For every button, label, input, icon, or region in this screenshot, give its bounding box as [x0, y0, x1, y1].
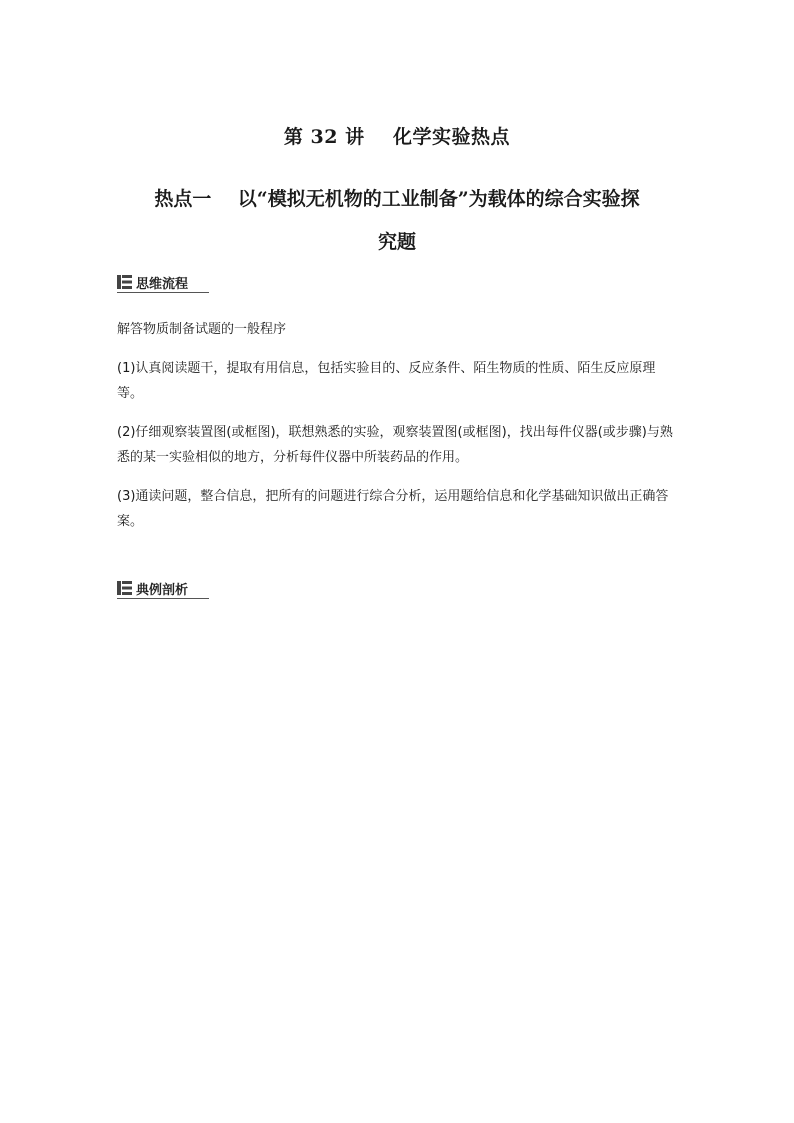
- step-paragraph-3: (3)通读问题，整合信息，把所有的问题进行综合分析，运用题给信息和化学基础知识做出正确答案。: [117, 489, 669, 529]
- step-paragraph-2: (2)仔细观察装置图(或框图)，联想熟悉的实验，观察装置图(或框图)，找出每件仪器(或步骤)与熟悉的某一实验相似的地方，分析每件仪器中所装药品的作用。: [117, 425, 673, 465]
- section-bar-icon: [117, 581, 132, 595]
- section-header-examples: [117, 578, 209, 600]
- section-label-thinking: 思维流程: [136, 277, 189, 292]
- section-bar-icon: [117, 275, 132, 289]
- step-paragraph-1: (1)认真阅读题干，提取有用信息，包括实验目的、反应条件、陌生物质的性质、陌生反应原理等。: [117, 361, 656, 401]
- section-header-thinking: [117, 272, 209, 294]
- section-underline: [117, 598, 209, 599]
- hotspot-title-line-2: 究题: [377, 231, 416, 253]
- section-label-examples: 典例剖析: [136, 583, 189, 598]
- hotspot-title-line-1: 热点一 以“模拟无机物的工业制备”为载体的综合实验探: [154, 188, 640, 210]
- section-underline: [117, 292, 209, 293]
- content-body: [117, 317, 679, 534]
- lecture-title: 第 32 讲 化学实验热点: [283, 126, 511, 148]
- hotspot-title: [116, 178, 678, 264]
- intro-paragraph: 解答物质制备试题的一般程序: [117, 322, 287, 337]
